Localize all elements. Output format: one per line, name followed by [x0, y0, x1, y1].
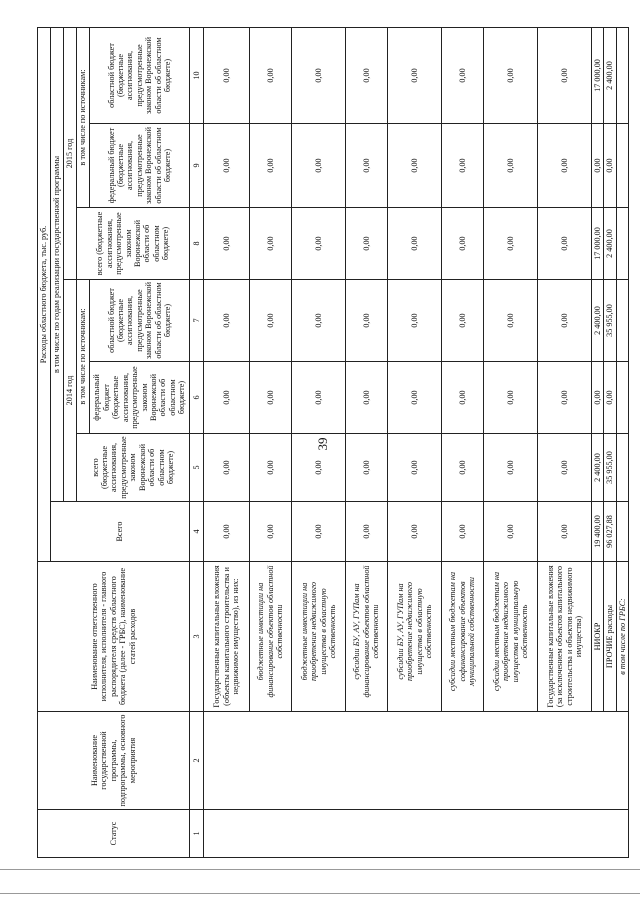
value-2014-all: 35 955,00: [604, 434, 616, 502]
row-name: субсидии БУ, АУ, ГУПам на финансирование объектов областной собственности: [346, 562, 388, 712]
value-2015-regional: 17 000,00: [592, 27, 604, 123]
value-2015-all: 0,00: [204, 208, 250, 280]
value-2015-all: 2 400,00: [604, 208, 616, 280]
value-2015-regional: 0,00: [442, 27, 484, 123]
value-2015-federal: 0,00: [442, 124, 484, 208]
value-2014-regional: 35 955,00: [604, 280, 616, 362]
value-2015-regional: 0,00: [250, 27, 292, 123]
value-2015-all: 17 000,00: [592, 208, 604, 280]
column-number: 2: [190, 712, 204, 810]
value-total: 0,00: [442, 502, 484, 562]
column-number: 6: [190, 362, 204, 434]
value-2014-federal: 0,00: [592, 362, 604, 434]
value-2014-all: 0,00: [484, 434, 538, 502]
rotated-budget-table: [37, 28, 627, 858]
row-name: ПРОЧИЕ расходы: [604, 562, 616, 712]
value-2015-all: 0,00: [346, 208, 388, 280]
value-2014-all: 0,00: [538, 434, 592, 502]
page-number: 39: [315, 437, 330, 451]
value-2015-regional: 0,00: [204, 27, 250, 123]
value-total: 0,00: [484, 502, 538, 562]
value-2014-regional: 0,00: [292, 280, 346, 362]
row-name: субсидии местным бюджетам на приобретение недвижимого имущества в муниципальную собственность: [484, 562, 538, 712]
column-number: 8: [190, 208, 204, 280]
value-2014-regional: 0,00: [538, 280, 592, 362]
value-2014-regional: [616, 280, 628, 362]
value-2015-all: 0,00: [250, 208, 292, 280]
value-2014-all: 0,00: [204, 434, 250, 502]
value-2014-regional: 2 400,00: [592, 280, 604, 362]
value-2014-regional: 0,00: [388, 280, 442, 362]
header-all-budget-2014: всего (бюджетные ассигнования, предусмотренные законом Воронежской области об областном бюджете): [77, 434, 190, 502]
value-2014-federal: [616, 362, 628, 434]
column-number: 9: [190, 124, 204, 208]
value-2014-federal: 0,00: [204, 362, 250, 434]
header-budget-group: Расходы областного бюджета, тыс. руб.: [38, 27, 51, 561]
header-by-years: в том числе по годам реализации государственной программы: [51, 27, 64, 501]
value-2015-federal: 0,00: [292, 124, 346, 208]
value-2014-regional: 0,00: [442, 280, 484, 362]
program-name-cell: [204, 712, 629, 810]
value-total: 0,00: [292, 502, 346, 562]
value-2014-federal: 0,00: [292, 362, 346, 434]
value-2014-federal: 0,00: [346, 362, 388, 434]
header-regional-2015: областной бюджет (бюджетные ассигнования, предусмотренные законом Воронежской области об областном бюджете): [90, 27, 190, 123]
value-2014-federal: 0,00: [250, 362, 292, 434]
header-federal-2015: федеральный бюджет (бюджетные ассигнования, предусмотренные законом Воронежской области об областном бюджете): [90, 124, 190, 208]
row-name: в том числе по ГРБС:: [616, 562, 628, 712]
value-2014-federal: 0,00: [538, 362, 592, 434]
column-number: 3: [190, 562, 204, 712]
value-2015-federal: 0,00: [250, 124, 292, 208]
header-by-sources-2014: в том числе по источникам:: [77, 280, 90, 434]
value-2015-all: 0,00: [484, 208, 538, 280]
row-name: субсидии местным бюджетам на софинансирование объектов муниципальной собственности: [442, 562, 484, 712]
value-2015-regional: 0,00: [388, 27, 442, 123]
row-name: субсидии БУ, АУ, ГУПам на приобретение недвижимого имущества в областную собственность: [388, 562, 442, 712]
column-number: 5: [190, 434, 204, 502]
header-total: Всего: [51, 502, 190, 562]
value-2014-regional: 0,00: [250, 280, 292, 362]
value-2014-federal: 0,00: [442, 362, 484, 434]
header-year-2014: 2014 год: [64, 280, 77, 502]
value-2014-all: 0,00: [442, 434, 484, 502]
value-2015-all: 0,00: [538, 208, 592, 280]
value-2015-federal: 0,00: [484, 124, 538, 208]
header-program-name: Наименование государственной программы, подпрограммы, основного мероприятия: [38, 712, 190, 810]
column-number: 7: [190, 280, 204, 362]
header-all-budget-2015: всего (бюджетные ассигнования, предусмотренные законом Воронежской области об областном бюджете): [77, 208, 190, 280]
table-row: [204, 27, 250, 857]
header-regional-2014: областной бюджет (бюджетные ассигнования, предусмотренные законом Воронежской области об областном бюджете): [90, 280, 190, 362]
value-total: 0,00: [346, 502, 388, 562]
value-2015-all: [616, 208, 628, 280]
row-name: НИОКР: [592, 562, 604, 712]
value-2015-federal: 0,00: [346, 124, 388, 208]
value-2015-regional: 0,00: [346, 27, 388, 123]
value-2015-federal: 0,00: [592, 124, 604, 208]
header-responsible: Наименование ответственного исполнителя, исполнителя - главного распорядителя средств областного бюджета (далее - ГРБС), наименование статей расходов: [38, 562, 190, 712]
column-number: 10: [190, 27, 204, 123]
value-2014-regional: 0,00: [484, 280, 538, 362]
value-total: 0,00: [204, 502, 250, 562]
scan-edge-line: [0, 869, 640, 870]
row-name: бюджетные инвестиции на финансирование объектов областной собственности: [250, 562, 292, 712]
value-2014-all: 0,00: [250, 434, 292, 502]
value-2015-all: 0,00: [292, 208, 346, 280]
value-total: 0,00: [538, 502, 592, 562]
value-2015-regional: 2 400,00: [604, 27, 616, 123]
value-2014-federal: 0,00: [604, 362, 616, 434]
value-2015-federal: 0,00: [538, 124, 592, 208]
header-federal-2014: федеральный бюджет (бюджетные ассигнования, предусмотренные законом Воронежской области об областном бюджете): [90, 362, 190, 434]
value-2015-all: 0,00: [388, 208, 442, 280]
value-2014-federal: 0,00: [388, 362, 442, 434]
value-2014-federal: 0,00: [484, 362, 538, 434]
value-total: [616, 502, 628, 562]
value-2014-all: 0,00: [388, 434, 442, 502]
value-2014-all: 0,00: [292, 434, 346, 502]
value-2015-regional: 0,00: [292, 27, 346, 123]
header-status: Статус: [38, 810, 190, 858]
value-2015-all: 0,00: [442, 208, 484, 280]
value-2015-regional: 0,00: [538, 27, 592, 123]
budget-table: [37, 27, 629, 858]
status-cell: [204, 810, 629, 858]
scan-edge-line: [0, 893, 640, 894]
row-name: Государственные капитальные вложения (за исключением объектов капитального строительства и объектов недвижимого имущества): [538, 562, 592, 712]
value-2015-regional: [616, 27, 628, 123]
row-name: Государственные капитальные вложения (объекты капитального строительства и недвижимое имущество), из них:: [204, 562, 250, 712]
column-number: 4: [190, 502, 204, 562]
row-name: бюджетные инвестиции на приобретение недвижимого имущества в областную собственность: [292, 562, 346, 712]
value-2014-regional: 0,00: [204, 280, 250, 362]
value-2015-federal: 0,00: [604, 124, 616, 208]
value-2015-federal: [616, 124, 628, 208]
value-2014-all: 0,00: [346, 434, 388, 502]
column-number: 1: [190, 810, 204, 858]
value-total: 96 027,88: [604, 502, 616, 562]
value-2015-federal: 0,00: [204, 124, 250, 208]
value-2014-all: [616, 434, 628, 502]
header-year-2015: 2015 год: [64, 27, 77, 279]
header-by-sources-2015: в том числе по источникам:: [77, 27, 90, 207]
value-2015-federal: 0,00: [388, 124, 442, 208]
value-total: 0,00: [388, 502, 442, 562]
value-2015-regional: 0,00: [484, 27, 538, 123]
value-total: 19 400,00: [592, 502, 604, 562]
value-2014-regional: 0,00: [346, 280, 388, 362]
value-total: 0,00: [250, 502, 292, 562]
value-2014-all: 2 400,00: [592, 434, 604, 502]
